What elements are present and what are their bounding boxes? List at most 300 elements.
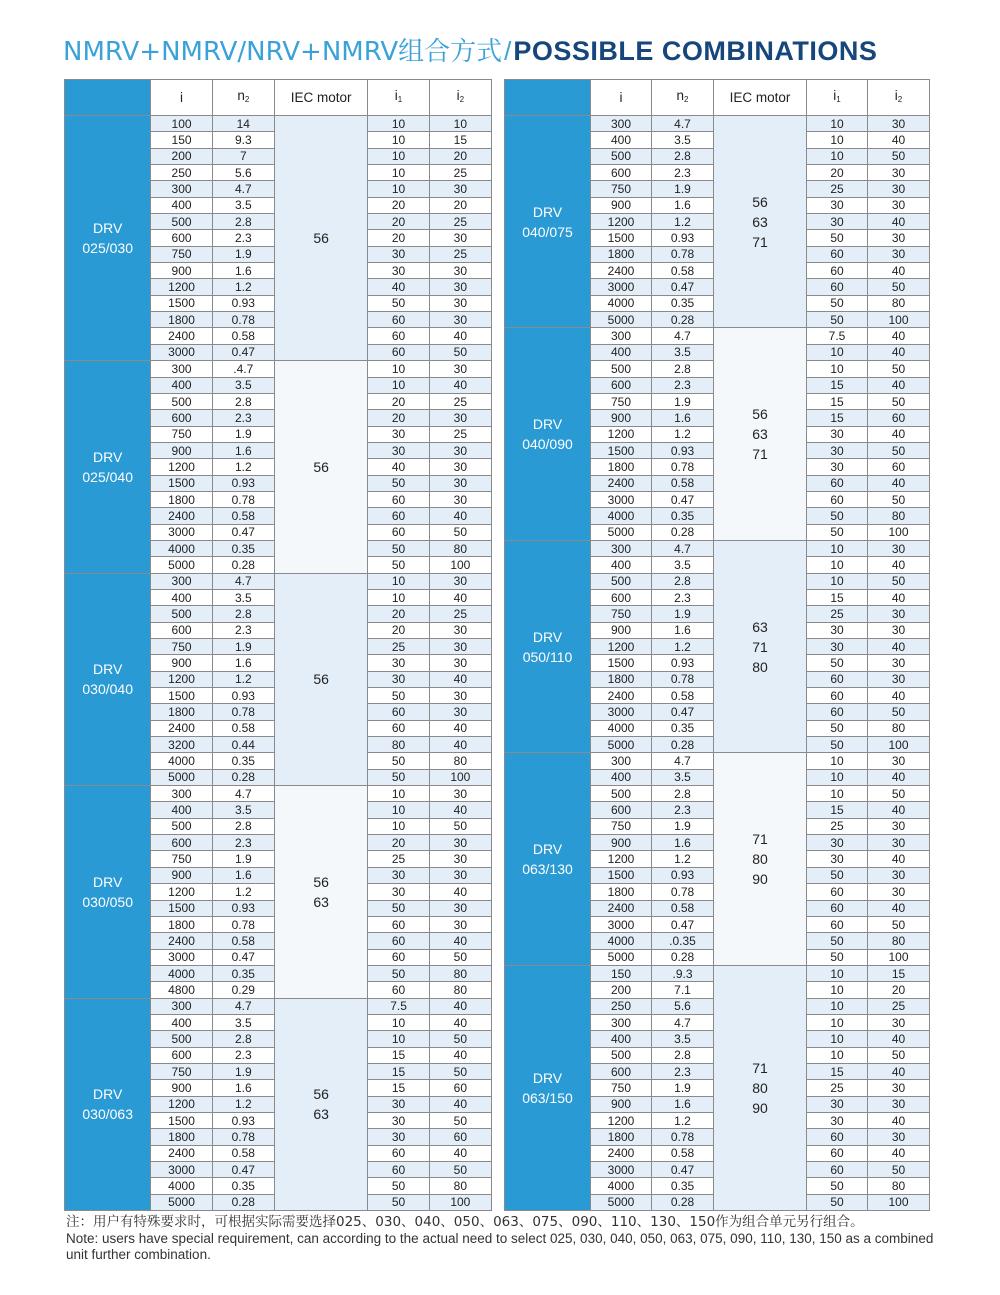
header-i2-subscript: 2 — [459, 95, 465, 104]
cell-i1: 60 — [807, 688, 868, 704]
iec-motor-size: 71 — [752, 831, 768, 848]
cell-i1: 10 — [807, 965, 868, 981]
cell-i2: 40 — [868, 851, 930, 867]
model-label: DRV — [93, 220, 123, 237]
cell-i2: 25 — [429, 426, 491, 442]
cell-i1: 10 — [368, 1031, 429, 1047]
cell-i1: 30 — [368, 246, 429, 262]
cell-i1: 50 — [807, 508, 868, 524]
cell-i1: 10 — [368, 786, 429, 802]
title-separator: / — [504, 36, 512, 66]
cell-i1: 10 — [807, 753, 868, 769]
cell-n2: .0.35 — [652, 933, 714, 949]
cell-i: 150 — [591, 965, 652, 981]
cell-i: 4000 — [591, 295, 652, 311]
cell-i: 1800 — [591, 459, 652, 475]
cell-i: 1200 — [591, 639, 652, 655]
iec-motor-cell — [274, 573, 367, 785]
cell-i1: 10 — [807, 132, 868, 148]
header-iec-motor — [714, 80, 807, 116]
iec-motor-size: 63 — [313, 893, 329, 910]
cell-i1: 40 — [368, 279, 429, 295]
cell-i: 150 — [151, 132, 212, 148]
cell-i1: 15 — [807, 802, 868, 818]
cell-n2: 0.78 — [212, 1129, 274, 1145]
cell-n2: 0.28 — [212, 557, 274, 573]
cell-n2: 0.28 — [652, 737, 714, 753]
cell-n2: 0.35 — [652, 508, 714, 524]
model-label: 030/063 — [82, 1106, 133, 1123]
page-title — [63, 33, 877, 69]
cell-i: 3000 — [151, 949, 212, 965]
cell-i: 1500 — [591, 655, 652, 671]
cell-i2: 25 — [429, 165, 491, 181]
model-label: 050/110 — [522, 648, 573, 665]
cell-n2: 1.2 — [212, 884, 274, 900]
cell-i1: 50 — [807, 949, 868, 965]
cell-i2: 80 — [868, 508, 930, 524]
cell-i2: 40 — [429, 737, 491, 753]
cell-i2: 30 — [868, 230, 930, 246]
cell-n2: 1.9 — [652, 181, 714, 197]
cell-i: 600 — [151, 835, 212, 851]
cell-i: 500 — [591, 361, 652, 377]
iec-motor-size: 56 — [313, 671, 329, 688]
cell-i: 900 — [591, 835, 652, 851]
cell-n2: 1.9 — [652, 606, 714, 622]
cell-i1: 10 — [807, 998, 868, 1014]
header-n2 — [652, 80, 714, 116]
cell-i: 900 — [151, 442, 212, 458]
cell-n2: 2.8 — [652, 361, 714, 377]
cell-i1: 25 — [807, 181, 868, 197]
cell-i2: 30 — [868, 1129, 930, 1145]
cell-i1: 50 — [807, 230, 868, 246]
cell-n2: 2.3 — [652, 1063, 714, 1079]
cell-i: 1200 — [151, 671, 212, 687]
cell-i1: 30 — [368, 263, 429, 279]
table-row — [65, 998, 492, 1014]
cell-n2: .9.3 — [652, 965, 714, 981]
model-label: DRV — [532, 841, 563, 858]
table-row — [65, 573, 492, 589]
cell-i2: 30 — [868, 197, 930, 213]
cell-i2: 30 — [429, 295, 491, 311]
cell-n2: 7 — [212, 148, 274, 164]
model-label: DRV — [93, 661, 123, 678]
cell-n2: 1.9 — [212, 1063, 274, 1079]
cell-i: 900 — [151, 867, 212, 883]
cell-i2: 40 — [429, 998, 491, 1014]
cell-i: 1200 — [591, 1112, 652, 1128]
cell-i2: 50 — [429, 818, 491, 834]
model-label: DRV — [93, 1086, 123, 1103]
cell-i2: 80 — [429, 982, 491, 998]
cell-i: 1200 — [591, 214, 652, 230]
cell-i: 600 — [151, 230, 212, 246]
model-cell — [505, 328, 591, 540]
cell-n2: .4.7 — [212, 361, 274, 377]
cell-i: 600 — [591, 165, 652, 181]
cell-i2: 100 — [868, 737, 930, 753]
cell-i1: 15 — [368, 1063, 429, 1079]
cell-i2: 15 — [429, 132, 491, 148]
cell-i: 500 — [591, 148, 652, 164]
cell-i2: 30 — [429, 704, 491, 720]
iec-motor-size: 71 — [752, 233, 768, 250]
table-row — [65, 786, 492, 802]
cell-i: 600 — [151, 622, 212, 638]
cell-n2: 0.58 — [212, 508, 274, 524]
cell-n2: 4.7 — [652, 1014, 714, 1030]
cell-i: 4000 — [591, 1178, 652, 1194]
cell-i: 1500 — [591, 442, 652, 458]
cell-i: 400 — [591, 132, 652, 148]
cell-i1: 10 — [368, 165, 429, 181]
cell-i2: 40 — [868, 1063, 930, 1079]
cell-n2: 0.58 — [652, 475, 714, 491]
cell-i2: 40 — [868, 639, 930, 655]
cell-i2: 30 — [429, 622, 491, 638]
cell-i1: 50 — [368, 965, 429, 981]
cell-n2: 0.58 — [652, 688, 714, 704]
cell-n2: 1.9 — [212, 639, 274, 655]
cell-n2: 1.6 — [212, 442, 274, 458]
cell-i2: 40 — [429, 1096, 491, 1112]
cell-i2: 20 — [429, 197, 491, 213]
cell-n2: 2.3 — [212, 835, 274, 851]
cell-i1: 10 — [368, 148, 429, 164]
cell-n2: 2.3 — [652, 377, 714, 393]
cell-i2: 40 — [429, 589, 491, 605]
cell-i2: 40 — [868, 377, 930, 393]
model-label: 030/040 — [82, 681, 133, 698]
model-label: DRV — [532, 628, 563, 645]
cell-i1: 50 — [368, 1194, 429, 1210]
cell-n2: 1.2 — [652, 851, 714, 867]
cell-i: 400 — [591, 344, 652, 360]
cell-i1: 60 — [368, 1162, 429, 1178]
cell-i: 250 — [591, 998, 652, 1014]
cell-i1: 15 — [368, 1047, 429, 1063]
cell-i1: 10 — [368, 1014, 429, 1030]
cell-n2: 0.35 — [212, 753, 274, 769]
header-i — [151, 80, 212, 116]
cell-i: 4000 — [151, 753, 212, 769]
cell-i: 1500 — [591, 867, 652, 883]
cell-i: 300 — [151, 361, 212, 377]
cell-i2: 50 — [429, 344, 491, 360]
model-cell — [505, 540, 591, 752]
cell-i1: 10 — [368, 181, 429, 197]
cell-i1: 10 — [807, 361, 868, 377]
cell-n2: 0.58 — [212, 933, 274, 949]
cell-i1: 60 — [368, 982, 429, 998]
cell-i1: 50 — [368, 475, 429, 491]
cell-i1: 25 — [368, 639, 429, 655]
cell-n2: 3.5 — [652, 132, 714, 148]
cell-n2: 1.9 — [652, 818, 714, 834]
cell-i1: 50 — [807, 1194, 868, 1210]
cell-i1: 10 — [368, 116, 429, 132]
cell-i1: 20 — [368, 393, 429, 409]
cell-i: 3000 — [591, 1162, 652, 1178]
cell-i1: 60 — [368, 312, 429, 328]
cell-n2: 3.5 — [212, 589, 274, 605]
cell-i: 1800 — [591, 246, 652, 262]
table-row — [65, 361, 492, 377]
header-i-text: i — [619, 90, 623, 105]
cell-i: 750 — [591, 818, 652, 834]
cell-i2: 60 — [868, 410, 930, 426]
cell-n2: 2.8 — [652, 786, 714, 802]
cell-i2: 40 — [868, 900, 930, 916]
cell-i2: 25 — [429, 606, 491, 622]
cell-n2: 3.5 — [652, 344, 714, 360]
cell-i1: 10 — [807, 344, 868, 360]
cell-i: 1500 — [151, 1112, 212, 1128]
header-row — [505, 80, 930, 116]
cell-i: 1800 — [151, 704, 212, 720]
cell-i2: 60 — [429, 1129, 491, 1145]
cell-i: 2400 — [151, 933, 212, 949]
cell-n2: 4.7 — [652, 540, 714, 556]
cell-i: 500 — [151, 1031, 212, 1047]
cell-i: 1800 — [591, 1129, 652, 1145]
cell-i2: 50 — [868, 279, 930, 295]
cell-i1: 50 — [368, 688, 429, 704]
table-row — [505, 116, 930, 132]
header-i1-text: i — [394, 88, 398, 103]
footnote-chinese: 注：用户有特殊要求时，可根据实际需要选择025、030、040、050、063、075、090、110、130、150作为组合单元另行组合。 — [66, 1214, 864, 1230]
cell-n2: 0.47 — [652, 704, 714, 720]
cell-i: 2400 — [151, 720, 212, 736]
cell-i2: 25 — [429, 393, 491, 409]
cell-i2: 30 — [429, 491, 491, 507]
cell-i2: 50 — [429, 1063, 491, 1079]
cell-i1: 15 — [807, 393, 868, 409]
cell-n2: 4.7 — [212, 573, 274, 589]
cell-n2: 5.6 — [212, 165, 274, 181]
cell-i2: 40 — [868, 263, 930, 279]
iec-motor-size: 63 — [752, 618, 768, 635]
cell-i: 500 — [591, 573, 652, 589]
cell-i: 2400 — [591, 688, 652, 704]
cell-n2: 9.3 — [212, 132, 274, 148]
footnote-english: Note: users have special requirement, can according to the actual need to select 025, 030, 040, 050, 063, 075, 090, 110, 130, 150 as a combined unit further combination. — [66, 1230, 934, 1262]
cell-i1: 60 — [807, 246, 868, 262]
iec-motor-size: 56 — [313, 230, 329, 247]
cell-i2: 40 — [868, 344, 930, 360]
cell-i1: 40 — [368, 459, 429, 475]
cell-i: 600 — [591, 802, 652, 818]
cell-i1: 20 — [807, 165, 868, 181]
header-n2-subscript: 2 — [244, 95, 250, 104]
combination-table-right — [504, 79, 930, 1211]
cell-i1: 50 — [368, 540, 429, 556]
cell-i: 1800 — [151, 491, 212, 507]
cell-i1: 60 — [368, 949, 429, 965]
cell-i: 3000 — [591, 491, 652, 507]
cell-i2: 40 — [868, 1031, 930, 1047]
cell-i2: 80 — [429, 1178, 491, 1194]
cell-i2: 100 — [868, 524, 930, 540]
iec-motor-size: 63 — [313, 1106, 329, 1123]
cell-i: 900 — [151, 263, 212, 279]
cell-i2: 40 — [868, 557, 930, 573]
iec-motor-cell — [714, 540, 807, 752]
cell-n2: 0.93 — [212, 475, 274, 491]
cell-n2: 3.5 — [212, 1014, 274, 1030]
iec-motor-size: 80 — [752, 658, 768, 675]
cell-i1: 60 — [807, 704, 868, 720]
cell-i: 1500 — [151, 475, 212, 491]
cell-i1: 10 — [807, 982, 868, 998]
cell-i2: 30 — [868, 606, 930, 622]
cell-i2: 30 — [429, 916, 491, 932]
cell-n2: 2.3 — [212, 1047, 274, 1063]
cell-n2: 0.28 — [652, 1194, 714, 1210]
cell-n2: 0.28 — [212, 1194, 274, 1210]
cell-i1: 10 — [807, 1047, 868, 1063]
cell-i2: 30 — [429, 181, 491, 197]
cell-i1: 30 — [807, 459, 868, 475]
header-iec-motor-text: IEC motor — [729, 90, 791, 105]
cell-i1: 50 — [807, 867, 868, 883]
cell-i2: 30 — [868, 753, 930, 769]
model-label: DRV — [93, 873, 123, 890]
cell-i1: 50 — [368, 900, 429, 916]
cell-i1: 30 — [807, 197, 868, 213]
iec-motor-size: 56 — [752, 193, 768, 210]
cell-i1: 60 — [368, 720, 429, 736]
cell-i: 4000 — [151, 1178, 212, 1194]
cell-n2: 2.8 — [212, 1031, 274, 1047]
cell-i: 400 — [591, 769, 652, 785]
cell-n2: 7.1 — [652, 982, 714, 998]
cell-n2: 0.78 — [212, 704, 274, 720]
cell-i: 1500 — [151, 900, 212, 916]
cell-i: 2400 — [151, 1145, 212, 1161]
cell-i2: 40 — [429, 1047, 491, 1063]
cell-n2: 1.6 — [212, 655, 274, 671]
cell-i: 500 — [151, 214, 212, 230]
cell-i1: 7.5 — [368, 998, 429, 1014]
cell-i1: 60 — [368, 328, 429, 344]
cell-i1: 20 — [368, 214, 429, 230]
cell-i1: 20 — [368, 197, 429, 213]
cell-i: 1200 — [591, 851, 652, 867]
cell-i1: 60 — [368, 704, 429, 720]
cell-i2: 30 — [429, 573, 491, 589]
cell-i: 400 — [151, 1014, 212, 1030]
cell-i1: 30 — [368, 1096, 429, 1112]
combination-table-left — [64, 79, 492, 1211]
cell-i2: 30 — [868, 165, 930, 181]
cell-n2: 0.93 — [652, 442, 714, 458]
cell-i: 3000 — [151, 344, 212, 360]
cell-i2: 100 — [429, 557, 491, 573]
table-row — [65, 116, 492, 132]
cell-i: 2400 — [151, 508, 212, 524]
cell-n2: 0.28 — [652, 312, 714, 328]
header-i-text: i — [180, 90, 184, 105]
cell-i2: 50 — [868, 491, 930, 507]
cell-i2: 30 — [868, 622, 930, 638]
cell-i1: 10 — [807, 573, 868, 589]
cell-i1: 50 — [368, 753, 429, 769]
cell-i: 250 — [151, 165, 212, 181]
cell-n2: 0.93 — [212, 1112, 274, 1128]
cell-i1: 50 — [807, 737, 868, 753]
cell-i2: 30 — [429, 459, 491, 475]
cell-i2: 30 — [868, 867, 930, 883]
cell-i1: 15 — [368, 1080, 429, 1096]
cell-i: 300 — [151, 786, 212, 802]
cell-n2: 2.8 — [212, 818, 274, 834]
cell-i1: 10 — [807, 786, 868, 802]
cell-i2: 50 — [868, 361, 930, 377]
cell-i2: 30 — [868, 181, 930, 197]
cell-n2: 1.6 — [652, 835, 714, 851]
iec-motor-cell — [714, 965, 807, 1210]
cell-n2: 0.58 — [212, 1145, 274, 1161]
header-i1 — [807, 80, 868, 116]
cell-n2: 3.5 — [212, 197, 274, 213]
cell-i: 4000 — [591, 720, 652, 736]
iec-motor-cell — [274, 361, 367, 573]
cell-i: 900 — [591, 622, 652, 638]
cell-n2: 3.5 — [652, 769, 714, 785]
model-cell — [65, 998, 151, 1210]
cell-n2: 14 — [212, 116, 274, 132]
model-cell — [505, 753, 591, 965]
cell-i1: 50 — [807, 295, 868, 311]
cell-i2: 50 — [429, 1031, 491, 1047]
iec-motor-size: 63 — [752, 213, 768, 230]
cell-i1: 20 — [368, 835, 429, 851]
cell-i: 1200 — [151, 884, 212, 900]
cell-i: 5000 — [591, 524, 652, 540]
cell-n2: 0.29 — [212, 982, 274, 998]
header-n2-text: n — [676, 88, 685, 103]
model-cell — [65, 116, 151, 361]
cell-i1: 30 — [368, 1129, 429, 1145]
cell-i1: 60 — [807, 884, 868, 900]
cell-n2: 0.78 — [652, 459, 714, 475]
cell-i1: 15 — [807, 589, 868, 605]
model-cell — [65, 361, 151, 573]
header-i1 — [368, 80, 429, 116]
cell-i2: 50 — [868, 573, 930, 589]
header-n2-text: n — [237, 88, 245, 103]
cell-n2: 1.2 — [212, 459, 274, 475]
model-label: DRV — [532, 203, 563, 220]
cell-n2: 0.35 — [652, 295, 714, 311]
cell-n2: 0.93 — [652, 867, 714, 883]
model-label: 025/030 — [82, 240, 133, 257]
cell-i1: 25 — [807, 606, 868, 622]
cell-i2: 80 — [868, 933, 930, 949]
cell-i: 600 — [591, 589, 652, 605]
cell-i: 1800 — [591, 671, 652, 687]
cell-i: 300 — [151, 998, 212, 1014]
cell-i: 1500 — [151, 295, 212, 311]
cell-i2: 10 — [429, 116, 491, 132]
cell-i1: 50 — [807, 655, 868, 671]
cell-i2: 50 — [868, 1162, 930, 1178]
cell-i1: 60 — [807, 263, 868, 279]
